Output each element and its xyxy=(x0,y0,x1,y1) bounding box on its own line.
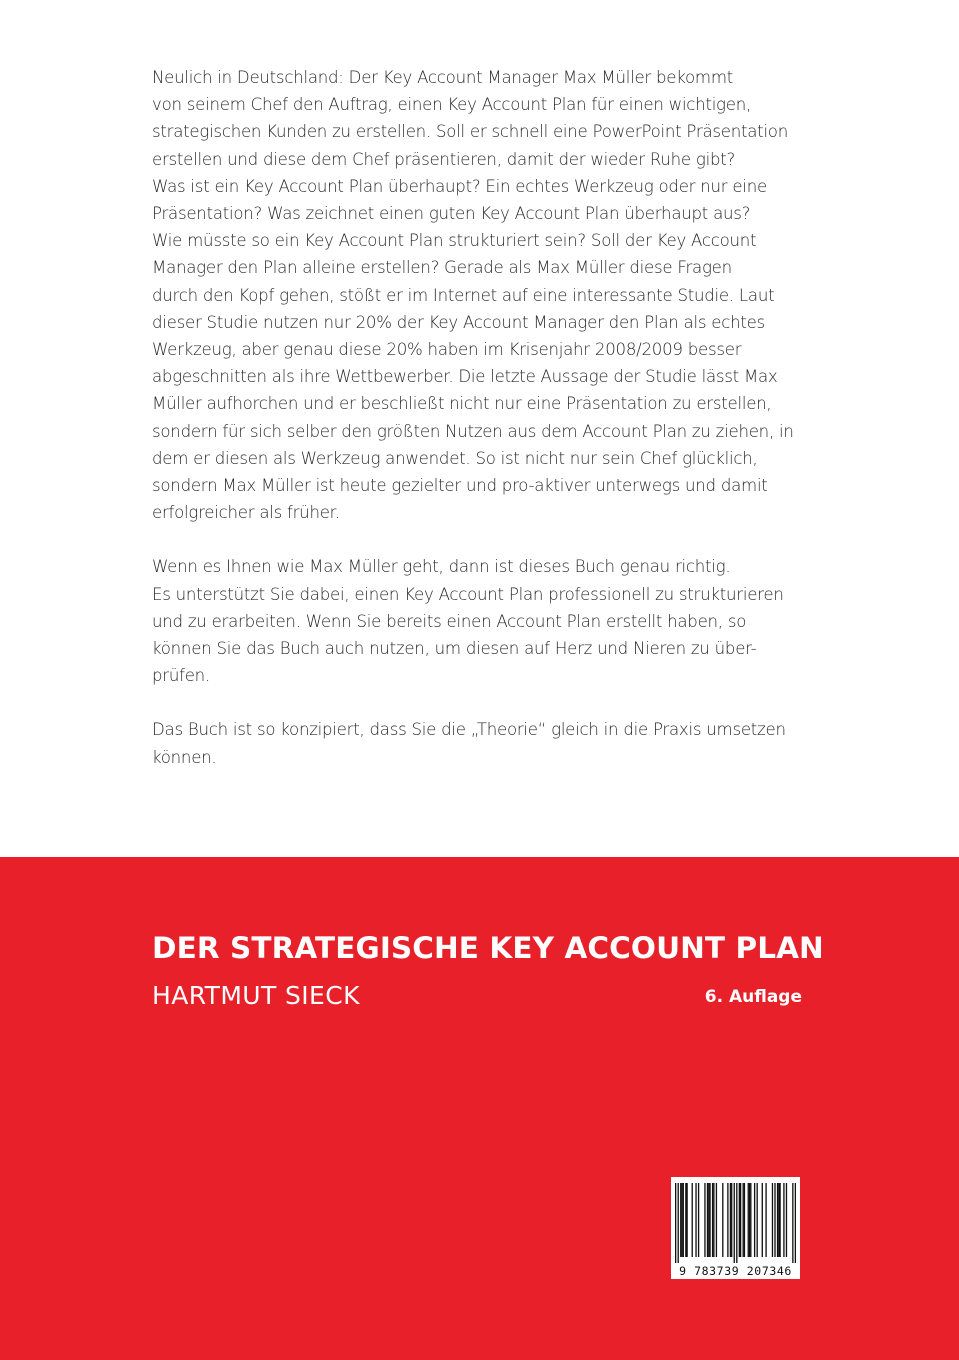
blurb-line: strategischen Kunden zu erstellen. Soll er schnell eine PowerPoint Präsentation xyxy=(152,122,788,142)
barcode-bar xyxy=(709,1183,710,1257)
edition-label: 6. Auflage xyxy=(704,987,802,1007)
blurb-line: Was ist ein Key Account Plan überhaupt? Ein echtes Werkzeug oder nur eine xyxy=(152,176,767,196)
barcode-bar xyxy=(744,1183,745,1257)
blurb-line: Müller aufhorchen und er beschließt nicht nur eine Präsentation zu erstellen, xyxy=(152,394,772,414)
barcode-bar xyxy=(681,1183,682,1257)
barcode-bar xyxy=(713,1183,714,1257)
barcode-bar xyxy=(750,1183,751,1257)
barcode-bar xyxy=(716,1183,717,1257)
barcode-bar xyxy=(749,1183,750,1257)
blurb-line: Neulich in Deutschland: Der Key Account Manager Max Müller bekommt xyxy=(152,68,734,87)
barcode-bar xyxy=(779,1183,780,1257)
barcode-bar xyxy=(762,1183,763,1257)
blurb-paragraph-3 xyxy=(152,716,868,770)
blurb-line: Es unterstützt Sie dabei, einen Key Account Plan professionell zu strukturieren xyxy=(152,584,784,604)
barcode-bar xyxy=(774,1183,775,1257)
barcode-bar xyxy=(680,1183,681,1257)
barcode-bar xyxy=(740,1183,741,1257)
barcode-bar xyxy=(704,1183,705,1257)
barcode-bar xyxy=(748,1183,749,1257)
barcode-bar xyxy=(675,1183,676,1263)
blurb-line: erfolgreicher als früher. xyxy=(152,503,340,523)
blurb-line: dieser Studie nutzen nur 20% der Key Account Manager den Plan als echtes xyxy=(152,312,765,332)
blurb-line: dem er diesen als Werkzeug anwendet. So ist nicht nur sein Chef glücklich, xyxy=(152,448,758,468)
blurb-line: Präsentation? Was zeichnet einen guten Key Account Plan überhaupt aus? xyxy=(152,204,751,224)
blurb-line: Werkzeug, aber genau diese 20% haben im Krisenjahr 2008/2009 besser xyxy=(152,340,742,360)
barcode-bar xyxy=(731,1183,732,1257)
blurb-line: und zu erarbeiten. Wenn Sie bereits einen Account Plan erstellt haben, so xyxy=(152,611,747,631)
barcode-bar xyxy=(777,1183,778,1257)
blurb-line: Manager den Plan alleine erstellen? Gerade als Max Müller diese Fragen xyxy=(152,258,732,278)
blurb-line: von seinem Chef den Auftrag, einen Key Account Plan für einen wichtigen, xyxy=(152,95,752,115)
red-title-band xyxy=(0,857,959,1360)
barcode-bar xyxy=(786,1183,787,1257)
barcode-bar xyxy=(743,1183,744,1257)
barcode-bar xyxy=(754,1183,755,1257)
blurb-paragraph-1 xyxy=(152,64,868,526)
barcode-bar xyxy=(727,1183,728,1257)
blurb-line: sondern für sich selber den größten Nutzen aus dem Account Plan zu ziehen, in xyxy=(152,421,794,441)
barcode-bar xyxy=(707,1183,708,1257)
barcode-bar xyxy=(765,1183,766,1257)
blurb-line: erstellen und diese dem Chef präsentieren, damit der wieder Ruhe gibt? xyxy=(152,149,736,169)
barcode-bar xyxy=(783,1183,784,1257)
barcode-bar xyxy=(685,1183,686,1257)
blurb-line: können. xyxy=(152,747,217,767)
blurb-line: Das Buch ist so konzipiert, dass Sie die „Theorie“ gleich in die Praxis umsetzen xyxy=(152,720,786,740)
barcode-bar xyxy=(686,1183,687,1257)
barcode-bar xyxy=(722,1183,723,1257)
barcode-bar xyxy=(695,1183,696,1257)
barcode-bar xyxy=(736,1183,737,1263)
isbn-barcode xyxy=(671,1177,800,1279)
barcode-bar xyxy=(772,1183,773,1257)
blurb-text xyxy=(152,64,868,798)
blurb-line: können Sie das Buch auch nutzen, um diesen auf Herz und Nieren zu über- xyxy=(152,639,757,659)
blurb-line: abgeschnitten als ihre Wettbewerber. Die letzte Aussage der Studie lässt Max xyxy=(152,367,778,387)
barcode-bar xyxy=(698,1183,699,1257)
barcode-bar xyxy=(792,1183,793,1263)
blurb-line: Wie müsste so ein Key Account Plan strukturiert sein? Soll der Key Account xyxy=(152,231,757,251)
barcode-bar xyxy=(734,1183,735,1263)
barcode-bar xyxy=(730,1183,731,1257)
barcode-bar xyxy=(795,1183,796,1263)
blurb-line: prüfen. xyxy=(152,666,210,686)
blurb-paragraph-2 xyxy=(152,553,868,689)
barcode-bar xyxy=(712,1183,713,1257)
barcode-bar xyxy=(692,1183,693,1257)
isbn-number: 9 783739 207346 xyxy=(679,1263,792,1278)
author-name: HARTMUT SIECK xyxy=(152,981,360,1010)
barcode-bar xyxy=(757,1183,758,1257)
barcode-bars-icon xyxy=(675,1183,796,1263)
blurb-line: durch den Kopf gehen, stößt er im Internet auf eine interessante Studie. Laut xyxy=(152,285,775,305)
blurb-line: Wenn es Ihnen wie Max Müller geht, dann ist dieses Buch genau richtig. xyxy=(152,557,731,577)
barcode-bar xyxy=(778,1183,779,1257)
barcode-bar xyxy=(708,1183,709,1257)
barcode-bar xyxy=(739,1183,740,1257)
barcode-bar xyxy=(678,1183,679,1263)
barcode-bar xyxy=(683,1183,684,1257)
blurb-line: sondern Max Müller ist heute gezielter und pro-aktiver unterwegs und damit xyxy=(152,476,768,496)
book-title: DER STRATEGISCHE KEY ACCOUNT PLAN xyxy=(152,931,824,965)
